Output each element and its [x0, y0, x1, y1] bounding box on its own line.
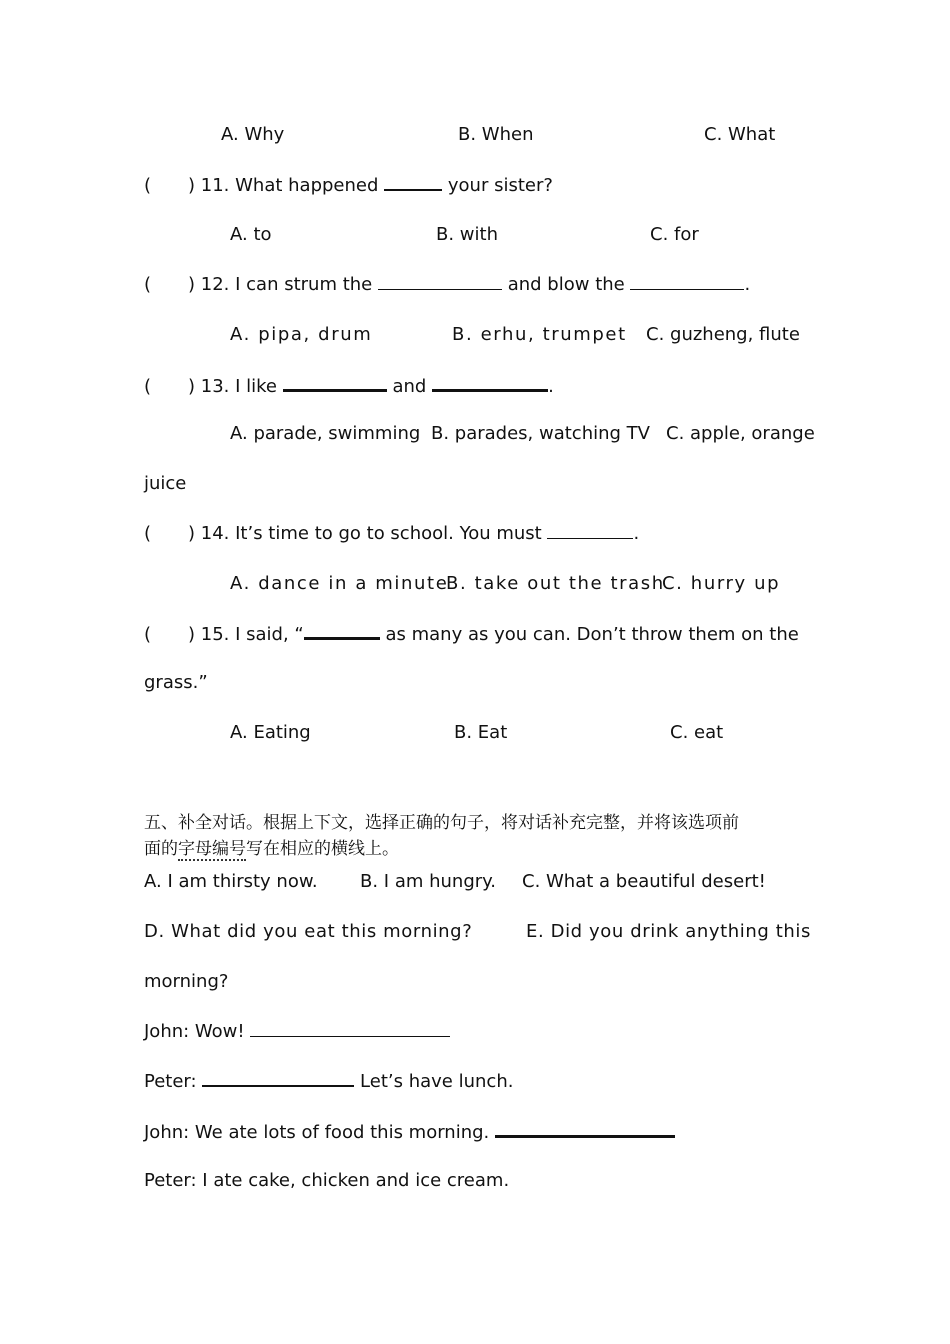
answer-paren-close: )	[188, 624, 196, 645]
q12-option-b: B. erhu, trumpet	[452, 324, 627, 345]
q15-stem-wrap: grass.”	[144, 672, 208, 693]
answer-blank[interactable]	[547, 522, 633, 539]
section-5-heading	[144, 810, 814, 862]
choice-c: C. What a beautiful desert!	[522, 871, 766, 892]
answer-blank[interactable]	[283, 373, 387, 392]
q13-stem: 13. I like	[200, 376, 278, 397]
q13-option-b: B. parades, watching TV	[431, 423, 650, 444]
answer-blank[interactable]	[378, 273, 502, 290]
q14-option-b: B. take out the trash	[446, 573, 665, 594]
q15-stem-after: as many as you can. Don’t throw them on the	[385, 624, 799, 645]
answer-paren-close: )	[188, 175, 196, 196]
q15-option-a: A. Eating	[230, 722, 311, 743]
answer-paren-open: (	[144, 274, 152, 295]
dialogue-line-2	[144, 1069, 513, 1094]
dialogue-text: John: Wow!	[144, 1021, 245, 1042]
dialogue-line-4	[144, 1169, 509, 1193]
answer-blank[interactable]	[202, 1069, 354, 1087]
q14-stem-end: .	[633, 523, 640, 544]
q12-option-c: C. guzheng, flute	[646, 324, 800, 345]
q13-stem-middle: and	[392, 376, 427, 397]
q15-stem: 15. I said, “	[200, 624, 304, 645]
q12-stem-middle: and blow the	[507, 274, 625, 295]
answer-paren-close: )	[188, 376, 196, 397]
q13-option-c: C. apple, orange	[666, 423, 815, 444]
q10-option-b: B. When	[458, 124, 534, 145]
dialogue-line-3	[144, 1119, 675, 1145]
q14-option-a: A. dance in a minute	[230, 573, 449, 594]
question-11	[144, 173, 553, 198]
choice-a: A. I am thirsty now.	[144, 871, 318, 892]
question-13	[144, 373, 554, 399]
q11-option-b: B. with	[436, 224, 498, 245]
q13-stem-end: .	[548, 376, 554, 397]
answer-blank[interactable]	[304, 621, 380, 640]
answer-paren-open: (	[144, 523, 152, 544]
dialogue-text: Peter: I ate cake, chicken and ice cream.	[144, 1170, 510, 1191]
q12-option-a: A. pipa, drum	[230, 324, 373, 345]
q13-option-c-wrap: juice	[144, 473, 187, 494]
question-14	[144, 522, 639, 546]
answer-paren-open: (	[144, 376, 152, 397]
q12-stem: 12. I can strum the	[200, 274, 373, 295]
question-15	[144, 621, 799, 647]
q11-stem-after: your sister?	[447, 175, 553, 196]
heading-text: 写在相应的横线上。	[246, 839, 399, 859]
q13-option-a: A. parade, swimming	[230, 423, 421, 444]
answer-paren-open: (	[144, 624, 152, 645]
heading-text: 面的	[144, 839, 178, 859]
section-5-heading-line1: 五、补全对话。根据上下文，选择正确的句子，将对话补充完整，并将该选项前	[144, 813, 739, 833]
answer-blank[interactable]	[630, 273, 744, 290]
q10-option-c: C. What	[704, 124, 776, 145]
q11-option-a: A. to	[230, 224, 272, 245]
choice-d: D. What did you eat this morning?	[144, 921, 473, 942]
choice-e-wrap: morning?	[144, 971, 229, 992]
choice-e: E. Did you drink anything this	[526, 921, 811, 942]
question-12	[144, 273, 750, 297]
q12-stem-end: .	[744, 274, 751, 295]
q11-option-c: C. for	[650, 224, 699, 245]
q10-option-a: A. Why	[221, 124, 285, 145]
dialogue-text: Peter:	[144, 1071, 197, 1092]
dialogue-text-after: Let’s have lunch.	[360, 1071, 514, 1092]
answer-blank[interactable]	[495, 1119, 675, 1138]
answer-blank[interactable]	[432, 373, 548, 392]
dialogue-line-1	[144, 1020, 450, 1044]
choice-b: B. I am hungry.	[360, 871, 496, 892]
answer-blank[interactable]	[250, 1020, 450, 1037]
answer-paren-open: (	[144, 175, 152, 196]
answer-paren-close: )	[188, 274, 196, 295]
q11-stem: 11. What happened	[200, 175, 379, 196]
answer-paren-close: )	[188, 523, 196, 544]
q15-option-c: C. eat	[670, 722, 724, 743]
q14-stem: 14. It’s time to go to school. You must	[200, 523, 542, 544]
heading-dotted-text: 字母编号	[178, 839, 246, 859]
q15-option-b: B. Eat	[454, 722, 508, 743]
dialogue-text: John: We ate lots of food this morning.	[144, 1122, 490, 1143]
answer-blank[interactable]	[384, 173, 442, 191]
q14-option-c: C. hurry up	[662, 573, 781, 594]
section-5-heading-line2	[144, 836, 814, 862]
